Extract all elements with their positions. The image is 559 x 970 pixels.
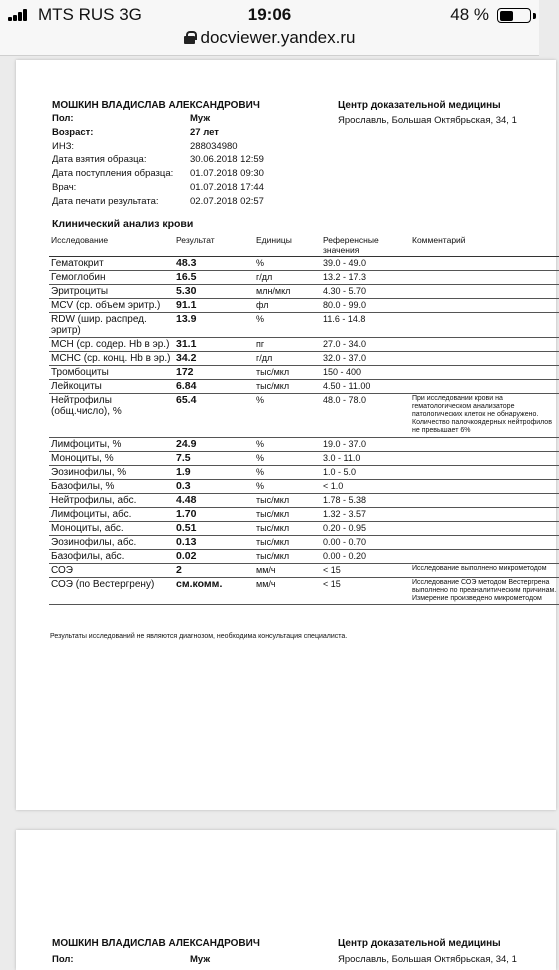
cell-ref: 1.0 - 5.0 — [321, 466, 410, 480]
cell-unit: тыс/мкл — [254, 366, 321, 380]
cell-ref: 19.0 - 37.0 — [321, 438, 410, 452]
cell-ref: 0.00 - 0.70 — [321, 536, 410, 550]
cell-result: 1.9 — [174, 466, 254, 480]
col-header-ref: Референсные значения — [321, 234, 410, 257]
cell-comment — [410, 536, 559, 550]
cell-result: см.комм. — [174, 578, 254, 605]
cell-ref: 48.0 - 78.0 — [321, 394, 410, 438]
table-row — [49, 257, 559, 271]
cell-result: 6.84 — [174, 380, 254, 394]
cell-unit: тыс/мкл — [254, 508, 321, 522]
cell-test: Гематокрит — [49, 257, 174, 271]
cell-ref: 39.0 - 49.0 — [321, 257, 410, 271]
cell-test: Базофилы, % — [49, 480, 174, 494]
cell-result: 0.02 — [174, 550, 254, 564]
info-row — [52, 168, 312, 182]
page2-first-row — [52, 954, 211, 965]
table-row — [49, 438, 559, 452]
cell-comment — [410, 452, 559, 466]
col-header-result: Результат — [174, 234, 254, 257]
cell-result: 0.13 — [174, 536, 254, 550]
cell-result: 91.1 — [174, 299, 254, 313]
table-row — [49, 366, 559, 380]
cell-ref: 11.6 - 14.8 — [321, 313, 410, 338]
cell-unit: тыс/мкл — [254, 380, 321, 394]
info-row — [52, 113, 312, 127]
cell-test: Эритроциты — [49, 285, 174, 299]
table-row — [49, 578, 559, 605]
cell-unit: % — [254, 480, 321, 494]
cell-test: СОЭ (по Вестергрену) — [49, 578, 174, 605]
cell-unit: % — [254, 313, 321, 338]
info-value: 288034980 — [190, 140, 238, 152]
cell-ref: 3.0 - 11.0 — [321, 452, 410, 466]
cell-test: Нейтрофилы (общ.число), % — [49, 394, 174, 438]
info-value: 01.07.2018 09:30 — [190, 168, 264, 180]
cell-test: MCHC (ср. конц. Hb в эр.) — [49, 352, 174, 366]
info-label: ИНЗ: — [52, 140, 75, 152]
cell-result: 7.5 — [174, 452, 254, 466]
cell-result: 2 — [174, 564, 254, 578]
table-row — [49, 338, 559, 352]
cell-unit: г/дл — [254, 352, 321, 366]
battery-fill — [500, 11, 513, 21]
cell-comment — [410, 285, 559, 299]
cell-unit: тыс/мкл — [254, 550, 321, 564]
info-value: 02.07.2018 02:57 — [190, 195, 264, 207]
cell-test: Гемоглобин — [49, 271, 174, 285]
info-row — [52, 127, 312, 141]
cell-ref: 4.50 - 11.00 — [321, 380, 410, 394]
cell-comment — [410, 257, 559, 271]
cell-comment — [410, 508, 559, 522]
cell-unit: фл — [254, 299, 321, 313]
cell-test: MCV (ср. объем эритр.) — [49, 299, 174, 313]
table-row — [49, 452, 559, 466]
clock: 19:06 — [247, 5, 292, 24]
cell-ref: 32.0 - 37.0 — [321, 352, 410, 366]
page2-first-value: Муж — [190, 954, 211, 965]
cell-result: 16.5 — [174, 271, 254, 285]
table-row — [49, 508, 559, 522]
info-row — [52, 154, 312, 168]
cell-ref: 150 - 400 — [321, 366, 410, 380]
cell-test: Нейтрофилы, абс. — [49, 494, 174, 508]
document-page-2[interactable] — [16, 830, 556, 970]
cell-comment — [410, 438, 559, 452]
cell-unit: % — [254, 438, 321, 452]
table-row — [49, 494, 559, 508]
info-label: Врач: — [52, 181, 77, 193]
cell-result: 48.3 — [174, 257, 254, 271]
address-bar[interactable] — [0, 28, 539, 52]
cell-test: Лимфоциты, % — [49, 438, 174, 452]
cell-result: 1.70 — [174, 508, 254, 522]
cell-comment — [410, 550, 559, 564]
cell-result: 65.4 — [174, 394, 254, 438]
patient-info — [52, 113, 312, 210]
cell-test: Лейкоциты — [49, 380, 174, 394]
cell-unit: г/дл — [254, 271, 321, 285]
cell-test: MCH (ср. содер. Hb в эр.) — [49, 338, 174, 352]
info-label: Возраст: — [52, 126, 94, 138]
cell-test: Эозинофилы, абс. — [49, 536, 174, 550]
cell-test: RDW (шир. распред. эритр) — [49, 313, 174, 338]
cell-unit: % — [254, 394, 321, 438]
cell-test: Моноциты, абс. — [49, 522, 174, 536]
cell-result: 0.51 — [174, 522, 254, 536]
table-row — [49, 536, 559, 550]
col-header-test: Исследование — [49, 234, 174, 257]
cell-result: 24.9 — [174, 438, 254, 452]
info-label: Дата взятия образца: — [52, 154, 147, 166]
battery-percent: 48 % — [450, 5, 489, 24]
cell-ref: < 15 — [321, 578, 410, 605]
cell-comment — [410, 299, 559, 313]
cell-comment: Исследование выполнено микрометодом — [410, 564, 559, 578]
info-row — [52, 196, 312, 210]
cell-comment — [410, 480, 559, 494]
info-label: Дата поступления образца: — [52, 168, 174, 180]
table-row — [49, 313, 559, 338]
cell-unit: тыс/мкл — [254, 536, 321, 550]
battery-icon — [497, 8, 531, 23]
carrier-label: MTS RUS 3G — [38, 5, 142, 24]
cell-ref: 1.32 - 3.57 — [321, 508, 410, 522]
table-row — [49, 550, 559, 564]
cell-ref: 13.2 - 17.3 — [321, 271, 410, 285]
cell-ref: 0.20 - 0.95 — [321, 522, 410, 536]
cell-comment — [410, 352, 559, 366]
cell-comment — [410, 494, 559, 508]
cell-ref: 80.0 - 99.0 — [321, 299, 410, 313]
cell-unit: % — [254, 452, 321, 466]
info-label: Дата печати результата: — [52, 195, 159, 207]
info-value: Муж — [190, 113, 211, 124]
info-value: 27 лет — [190, 126, 219, 138]
cell-result: 172 — [174, 366, 254, 380]
cell-ref: < 15 — [321, 564, 410, 578]
document-page-1[interactable] — [16, 60, 556, 810]
table-row — [49, 480, 559, 494]
patient-name: МОШКИН ВЛАДИСЛАВ АЛЕКСАНДРОВИЧ — [52, 100, 260, 111]
section-title: Клинический анализ крови — [52, 218, 194, 230]
info-value: 01.07.2018 17:44 — [190, 181, 264, 193]
table-row — [49, 466, 559, 480]
cell-test: Базофилы, абс. — [49, 550, 174, 564]
cell-unit: % — [254, 257, 321, 271]
cell-comment — [410, 271, 559, 285]
cell-result: 31.1 — [174, 338, 254, 352]
cell-result: 34.2 — [174, 352, 254, 366]
page2-clinic-name: Центр доказательной медицины — [338, 938, 501, 949]
cell-comment — [410, 366, 559, 380]
cell-unit: мм/ч — [254, 564, 321, 578]
cell-ref: 0.00 - 0.20 — [321, 550, 410, 564]
cell-ref: < 1.0 — [321, 480, 410, 494]
page2-clinic-address: Ярославль, Большая Октябрьская, 34, 1 — [338, 954, 517, 965]
table-row — [49, 522, 559, 536]
cell-unit: мм/ч — [254, 578, 321, 605]
cell-test: Лимфоциты, абс. — [49, 508, 174, 522]
cell-comment — [410, 338, 559, 352]
cell-result: 5.30 — [174, 285, 254, 299]
cell-comment — [410, 313, 559, 338]
info-row — [52, 182, 312, 196]
cell-unit: млн/мкл — [254, 285, 321, 299]
status-bar — [0, 4, 539, 26]
info-value: 30.06.2018 12:59 — [190, 154, 264, 166]
cell-comment — [410, 466, 559, 480]
table-row — [49, 394, 559, 438]
results-table — [49, 234, 559, 605]
cell-comment: При исследовании крови на гематологическом анализаторе патологических клеток не обнаружено. Количество палочкоядерных нейтрофилов не превышает 6% — [410, 394, 559, 438]
cell-test: Эозинофилы, % — [49, 466, 174, 480]
battery-cap — [533, 13, 536, 19]
table-row — [49, 380, 559, 394]
cell-test: СОЭ — [49, 564, 174, 578]
table-row — [49, 271, 559, 285]
page2-patient-name: МОШКИН ВЛАДИСЛАВ АЛЕКСАНДРОВИЧ — [52, 938, 260, 949]
cell-result: 0.3 — [174, 480, 254, 494]
table-header-row — [49, 234, 559, 257]
cell-comment — [410, 380, 559, 394]
cell-unit: тыс/мкл — [254, 522, 321, 536]
table-row — [49, 564, 559, 578]
page2-first-label: Пол: — [52, 954, 74, 965]
cell-comment: Исследование СОЭ методом Вестергрена выполнено по преаналитическим причинам. Измерение произведено микрометодом — [410, 578, 559, 605]
cell-ref: 4.30 - 5.70 — [321, 285, 410, 299]
lock-icon — [184, 31, 195, 44]
url-text: docviewer.yandex.ru — [200, 28, 356, 47]
cell-result: 4.48 — [174, 494, 254, 508]
cell-test: Тромбоциты — [49, 366, 174, 380]
cell-comment — [410, 522, 559, 536]
disclaimer: Результаты исследований не являются диагнозом, необходима консультация специалиста. — [50, 633, 348, 640]
col-header-unit: Единицы — [254, 234, 321, 257]
cell-unit: пг — [254, 338, 321, 352]
table-row — [49, 352, 559, 366]
table-row — [49, 299, 559, 313]
cell-result: 13.9 — [174, 313, 254, 338]
clinic-address: Ярославль, Большая Октябрьская, 34, 1 — [338, 115, 517, 126]
info-label: Пол: — [52, 113, 74, 124]
cell-test: Моноциты, % — [49, 452, 174, 466]
col-header-comment: Комментарий — [410, 234, 559, 257]
table-row — [49, 285, 559, 299]
cell-ref: 27.0 - 34.0 — [321, 338, 410, 352]
clinic-name: Центр доказательной медицины — [338, 100, 501, 111]
cell-unit: % — [254, 466, 321, 480]
browser-chrome — [0, 0, 539, 56]
info-row — [52, 141, 312, 155]
cell-ref: 1.78 - 5.38 — [321, 494, 410, 508]
cell-unit: тыс/мкл — [254, 494, 321, 508]
